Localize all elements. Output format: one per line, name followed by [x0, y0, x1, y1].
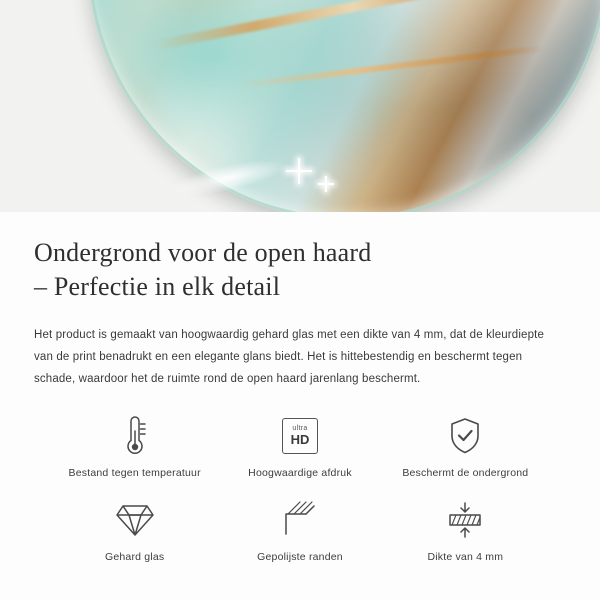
feature-item-polished-edges	[217, 497, 382, 563]
feature-label: Gepolijste randen	[257, 550, 343, 563]
feature-item-thickness	[383, 497, 548, 563]
sparkle-icon	[286, 158, 312, 184]
ultra-hd-badge-top: ultra	[292, 425, 308, 433]
feature-item-print-quality	[217, 413, 382, 479]
ultra-hd-badge-bottom: HD	[290, 432, 310, 448]
feature-item-temperature	[52, 413, 217, 479]
feature-grid	[34, 413, 566, 563]
shield-check-icon	[447, 413, 483, 459]
headline-line-1: Ondergrond voor de open haard	[34, 238, 372, 267]
feature-label: Beschermt de ondergrond	[402, 466, 529, 479]
feature-label: Hoogwaardige afdruk	[248, 466, 352, 479]
headline-line-2: – Perfectie in elk detail	[34, 271, 281, 301]
page-title	[34, 236, 566, 304]
ultra-hd-icon	[282, 413, 318, 459]
thermometer-icon	[118, 413, 152, 459]
feature-label: Dikte van 4 mm	[427, 550, 504, 563]
description-paragraph: Het product is gemaakt van hoogwaardig gehard glas met een dikte van 4 mm, dat de kleurdiepte van de print benadrukt en een elegante glans biedt. Het is hittebestendig en beschermt tegen schade, waardoor het de ruimte rond de open haard jarenlang beschermt.	[34, 328, 545, 386]
hero-image	[0, 0, 600, 212]
feature-item-surface-protection	[383, 413, 548, 479]
content-section	[0, 212, 600, 563]
sparkle-icon	[318, 176, 334, 192]
glass-disc-product-image	[88, 0, 600, 212]
feature-label: Gehard glas	[104, 550, 165, 563]
thickness-arrows-icon	[445, 497, 485, 543]
polished-edges-icon	[281, 497, 319, 543]
feature-label: Bestand tegen temperatuur	[68, 466, 201, 479]
diamond-icon	[114, 497, 156, 543]
feature-item-tempered-glass	[52, 497, 217, 563]
